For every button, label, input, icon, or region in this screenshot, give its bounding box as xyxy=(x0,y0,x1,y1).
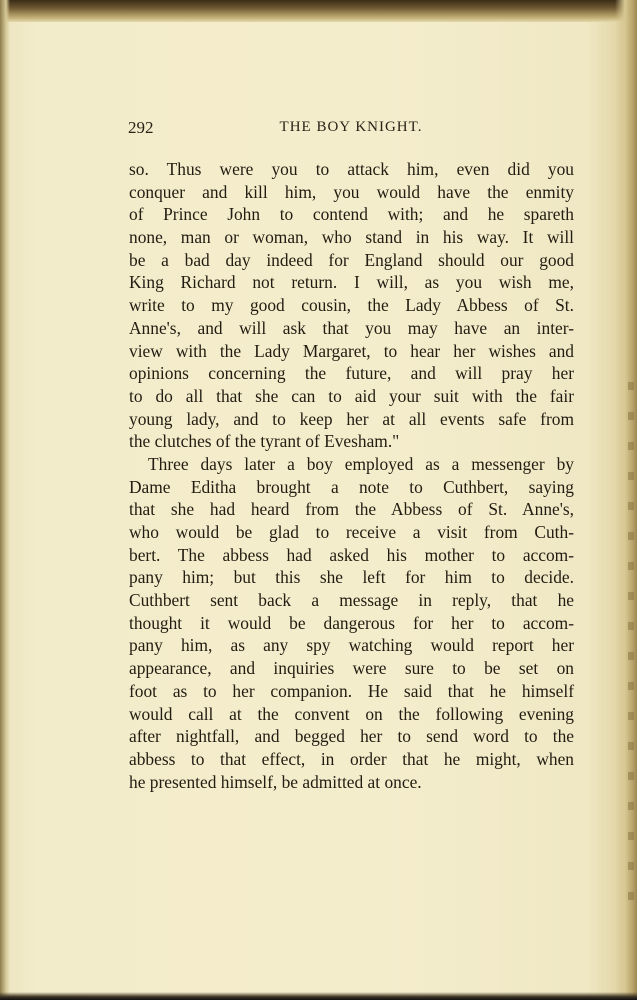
text-line: of Prince John to contend with; and he spareth xyxy=(129,204,574,225)
text-line: Cuthbert sent back a message in reply, that he xyxy=(129,590,574,611)
text-line: that she had heard from the Abbess of St. Anne's, xyxy=(129,499,574,520)
text-line: who would be glad to receive a visit from Cuth- xyxy=(129,522,574,542)
page-bottom-edge xyxy=(0,992,637,1000)
text-line: view with the Lady Margaret, to hear her wishes and xyxy=(129,340,574,361)
paragraph-1 xyxy=(129,158,574,453)
text-line: appearance, and inquiries were sure to be set on xyxy=(129,658,574,679)
text-line: none, man or woman, who stand in his way. It will xyxy=(129,227,574,248)
text-line: would call at the convent on the following evening xyxy=(129,703,574,724)
body-text xyxy=(129,158,574,793)
text-line: abbess to that effect, in order that he might, when xyxy=(129,748,574,769)
text-line: Anne's, and will ask that you may have an inter- xyxy=(129,317,574,338)
text-line: young lady, and to keep her at all events safe from xyxy=(129,408,574,429)
text-line: pany him, as any spy watching would report her xyxy=(129,635,574,656)
running-title: THE BOY KNIGHT. xyxy=(279,119,423,135)
text-line: write to my good cousin, the Lady Abbess of St. xyxy=(129,295,574,316)
page-header xyxy=(128,118,574,142)
text-line: to do all that she can to aid your suit with the fair xyxy=(129,385,574,406)
text-line: bert. The abbess had asked his mother to accom- xyxy=(129,544,574,565)
text-line: King Richard not return. I will, as you wish me, xyxy=(129,272,574,293)
text-line: thought it would be dangerous for her to accom- xyxy=(129,612,574,633)
text-line: Three days later a boy employed as a messenger by xyxy=(148,453,574,474)
text-line: so. Thus were you to attack him, even did you xyxy=(129,159,574,179)
text-line: he presented himself, be admitted at once. xyxy=(129,771,422,792)
text-line: the clutches of the tyrant of Evesham." xyxy=(129,431,400,452)
text-line: after nightfall, and begged her to send word to the xyxy=(129,726,574,747)
page-top-edge xyxy=(0,0,637,22)
page-number: 292 xyxy=(128,118,154,137)
page-left-edge xyxy=(0,0,10,1000)
text-line: pany him; but this she left for him to decide. xyxy=(129,567,574,588)
text-line: be a bad day indeed for England should our good xyxy=(129,249,574,270)
paragraph-2 xyxy=(129,453,574,793)
text-line: opinions concerning the future, and will pray her xyxy=(129,363,574,384)
text-line: conquer and kill him, you would have the enmity xyxy=(129,181,574,202)
text-line: Dame Editha brought a note to Cuthbert, saying xyxy=(129,476,574,497)
text-line: foot as to her companion. He said that he himself xyxy=(129,680,574,701)
page-edge-marks xyxy=(628,360,634,920)
